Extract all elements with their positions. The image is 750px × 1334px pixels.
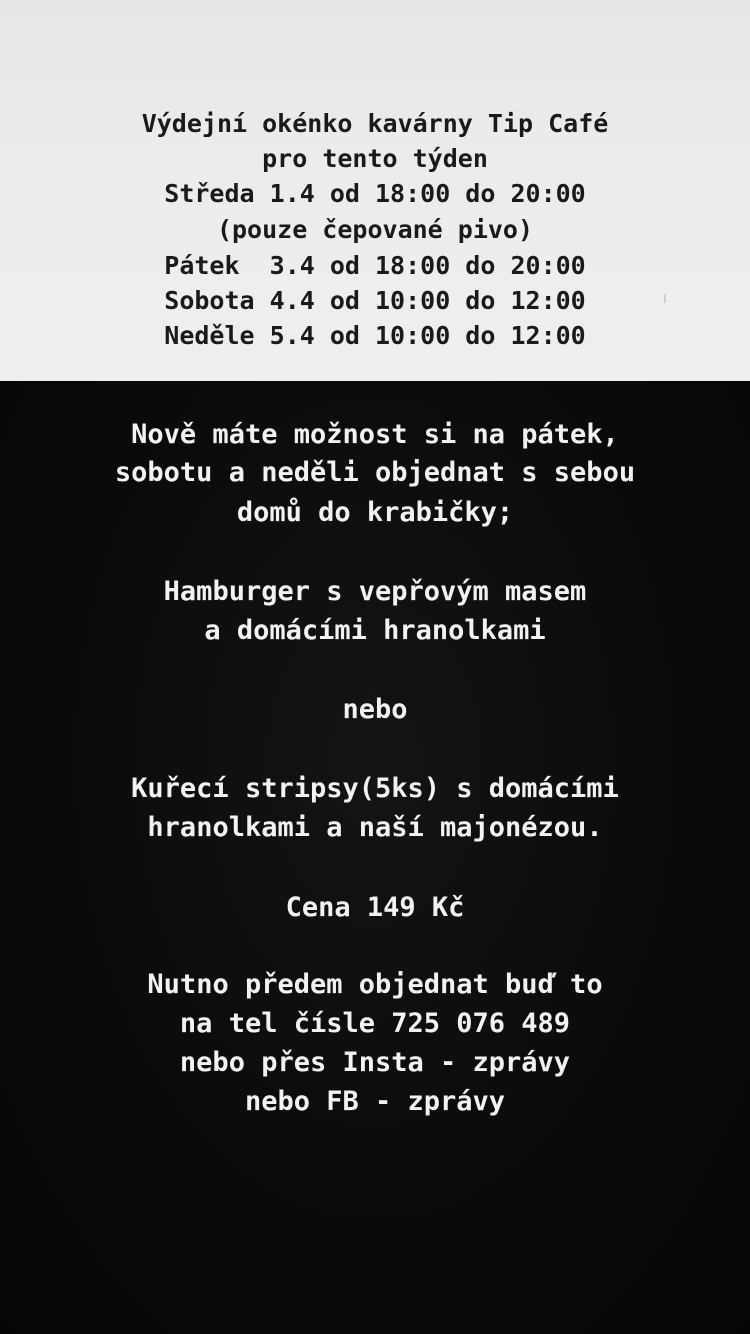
order-line-4: nebo FB - zprávy	[244, 1086, 506, 1117]
schedule-sunday: Neděle 5.4 od 10:00 do 12:00	[164, 321, 586, 350]
order-line-1: Nutno předem objednat buď to	[147, 969, 603, 1000]
offer-option2-line-1: Kuřecí stripsy(5ks) s domácími	[131, 773, 619, 804]
schedule-wednesday: Středa 1.4 od 18:00 do 20:00	[164, 179, 586, 208]
schedule-wednesday-note: (pouze čepované pivo)	[216, 215, 534, 244]
offer-board-bottom	[0, 381, 750, 1334]
offer-price: Cena 149 Kč	[285, 892, 465, 923]
offer-option2-line-2: hranolkami a naší majonézou.	[147, 812, 603, 843]
schedule-saturday: Sobota 4.4 od 10:00 do 12:00	[164, 286, 586, 315]
notice-title-line-1: Výdejní okénko kavárny Tip Café	[141, 109, 609, 138]
schedule-friday: Pátek 3.4 od 18:00 do 20:00	[164, 251, 586, 280]
offer-option1-line-1: Hamburger s vepřovým masem	[163, 576, 587, 607]
offer-separator: nebo	[342, 694, 408, 725]
offer-option1-line-2: a domácími hranolkami	[204, 615, 546, 646]
offer-intro-line-3: domů do krabičky;	[236, 497, 514, 528]
notice-title-line-2: pro tento týden	[262, 144, 488, 173]
notice-board-top	[0, 0, 750, 381]
wall-speck	[664, 294, 666, 303]
offer-intro-line-2: sobotu a neděli objednat s sebou	[114, 457, 636, 488]
order-line-3: nebo přes Insta - zprávy	[179, 1047, 571, 1078]
order-line-2: na tel čísle 725 076 489	[179, 1008, 571, 1039]
offer-intro-line-1: Nově máte možnost si na pátek,	[131, 419, 619, 450]
